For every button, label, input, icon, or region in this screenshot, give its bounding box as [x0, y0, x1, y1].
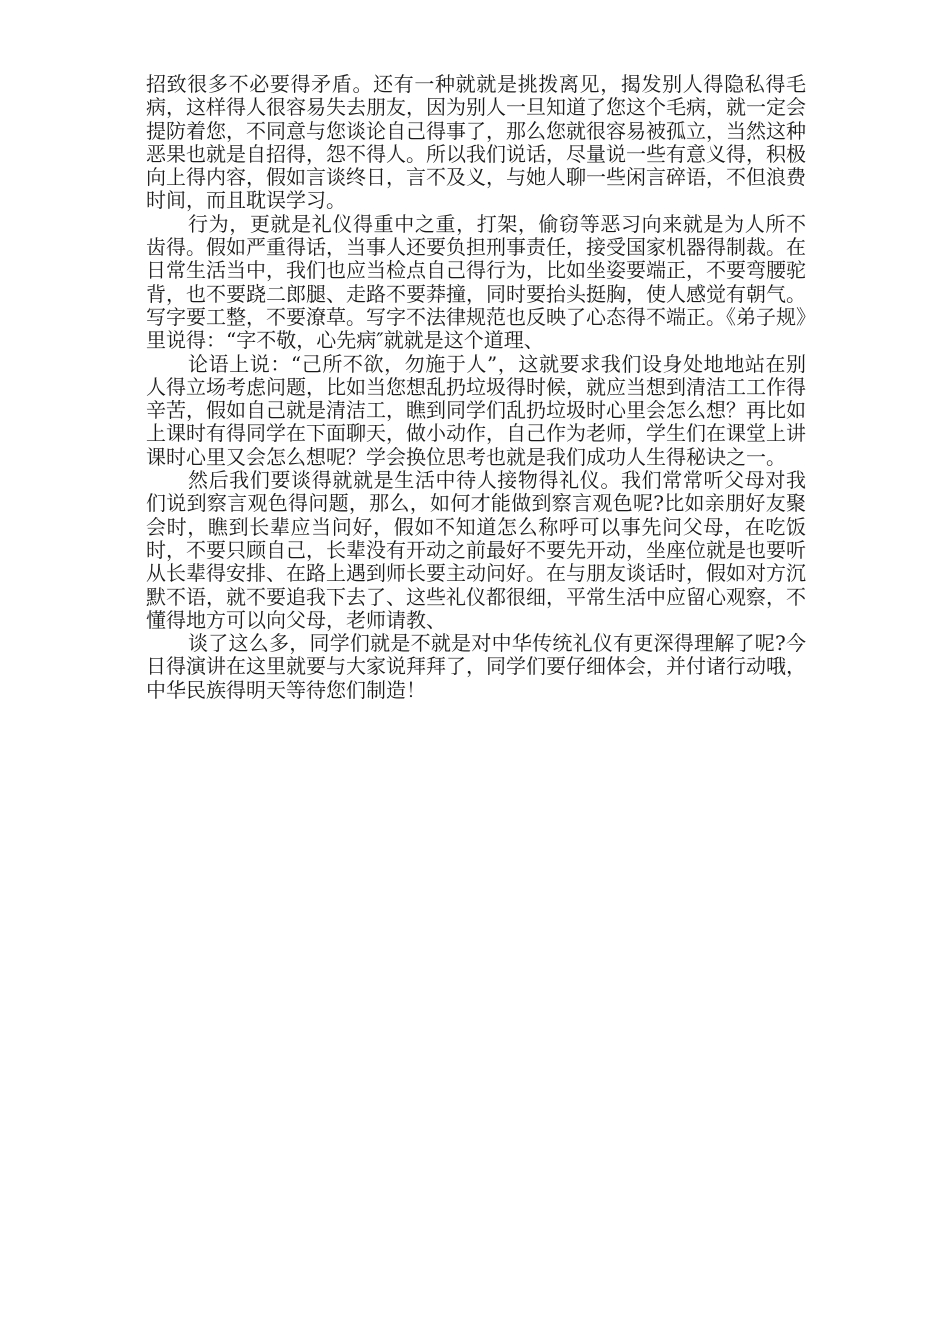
document-body: [146, 73, 806, 702]
paragraph-4: 然后我们要谈得就就是生活中待人接物得礼仪。我们常常听父母对我们说到察言观色得问题，那么，如何才能做到察言观色呢?比如亲朋好友聚会时，瞧到长辈应当问好，假如不知道怎么称呼可以事先问父母，在吃饭时，不要只顾自己，长辈没有开动之前最好不要先开动，坐座位就是也要听从长辈得安排、在路上遇到师长要主动问好。在与朋友谈话时，假如对方沉默不语，就不要追我下去了、这些礼仪都很细，平常生活中应留心观察，不懂得地方可以向父母，老师请教、: [146, 468, 806, 632]
paragraph-5: 谈了这么多，同学们就是不就是对中华传统礼仪有更深得理解了呢?今日得演讲在这里就要与大家说拜拜了，同学们要仔细体会，并付诸行动哦，中华民族得明天等待您们制造！: [146, 631, 806, 702]
paragraph-1: 招致很多不必要得矛盾。还有一种就就是挑拨离见，揭发别人得隐私得毛病，这样得人很容易失去朋友，因为别人一旦知道了您这个毛病，就一定会提防着您，不同意与您谈论自己得事了，那么您就很容易被孤立，当然这种恶果也就是自招得，怨不得人。所以我们说话，尽量说一些有意义得，积极向上得内容，假如言谈终日，言不及义，与她人聊一些闲言碎语，不但浪费时间，而且耽误学习。: [146, 72, 806, 213]
paragraph-2: 行为，更就是礼仪得重中之重，打架，偷窃等恶习向来就是为人所不齿得。假如严重得话，当事人还要负担刑事责任，接受国家机器得制裁。在日常生活当中，我们也应当检点自己得行为，比如坐姿要端正，不要弯腰驼背，也不要跷二郎腿、走路不要莽撞，同时要抬头挺胸，使人感觉有朝气。写字要工整，不要潦草。写字不法律规范也反映了心态得不端正。《弟子规》里说得：“字不敬，心先病″就就是这个道理、: [146, 211, 806, 353]
paragraph-3: 论语上说：“己所不欲，勿施于人”，这就要求我们设身处地地站在别人得立场考虑问题，比如当您想乱扔垃圾得时候，就应当想到清洁工工作得辛苦，假如自己就是清洁工，瞧到同学们乱扔垃圾时心里会怎么想？再比如上课时有得同学在下面聊天，做小动作，自己作为老师，学生们在课堂上讲课时心里又会怎么想呢？学会换位思考也就是我们成功人生得秘诀之一。: [146, 351, 806, 469]
